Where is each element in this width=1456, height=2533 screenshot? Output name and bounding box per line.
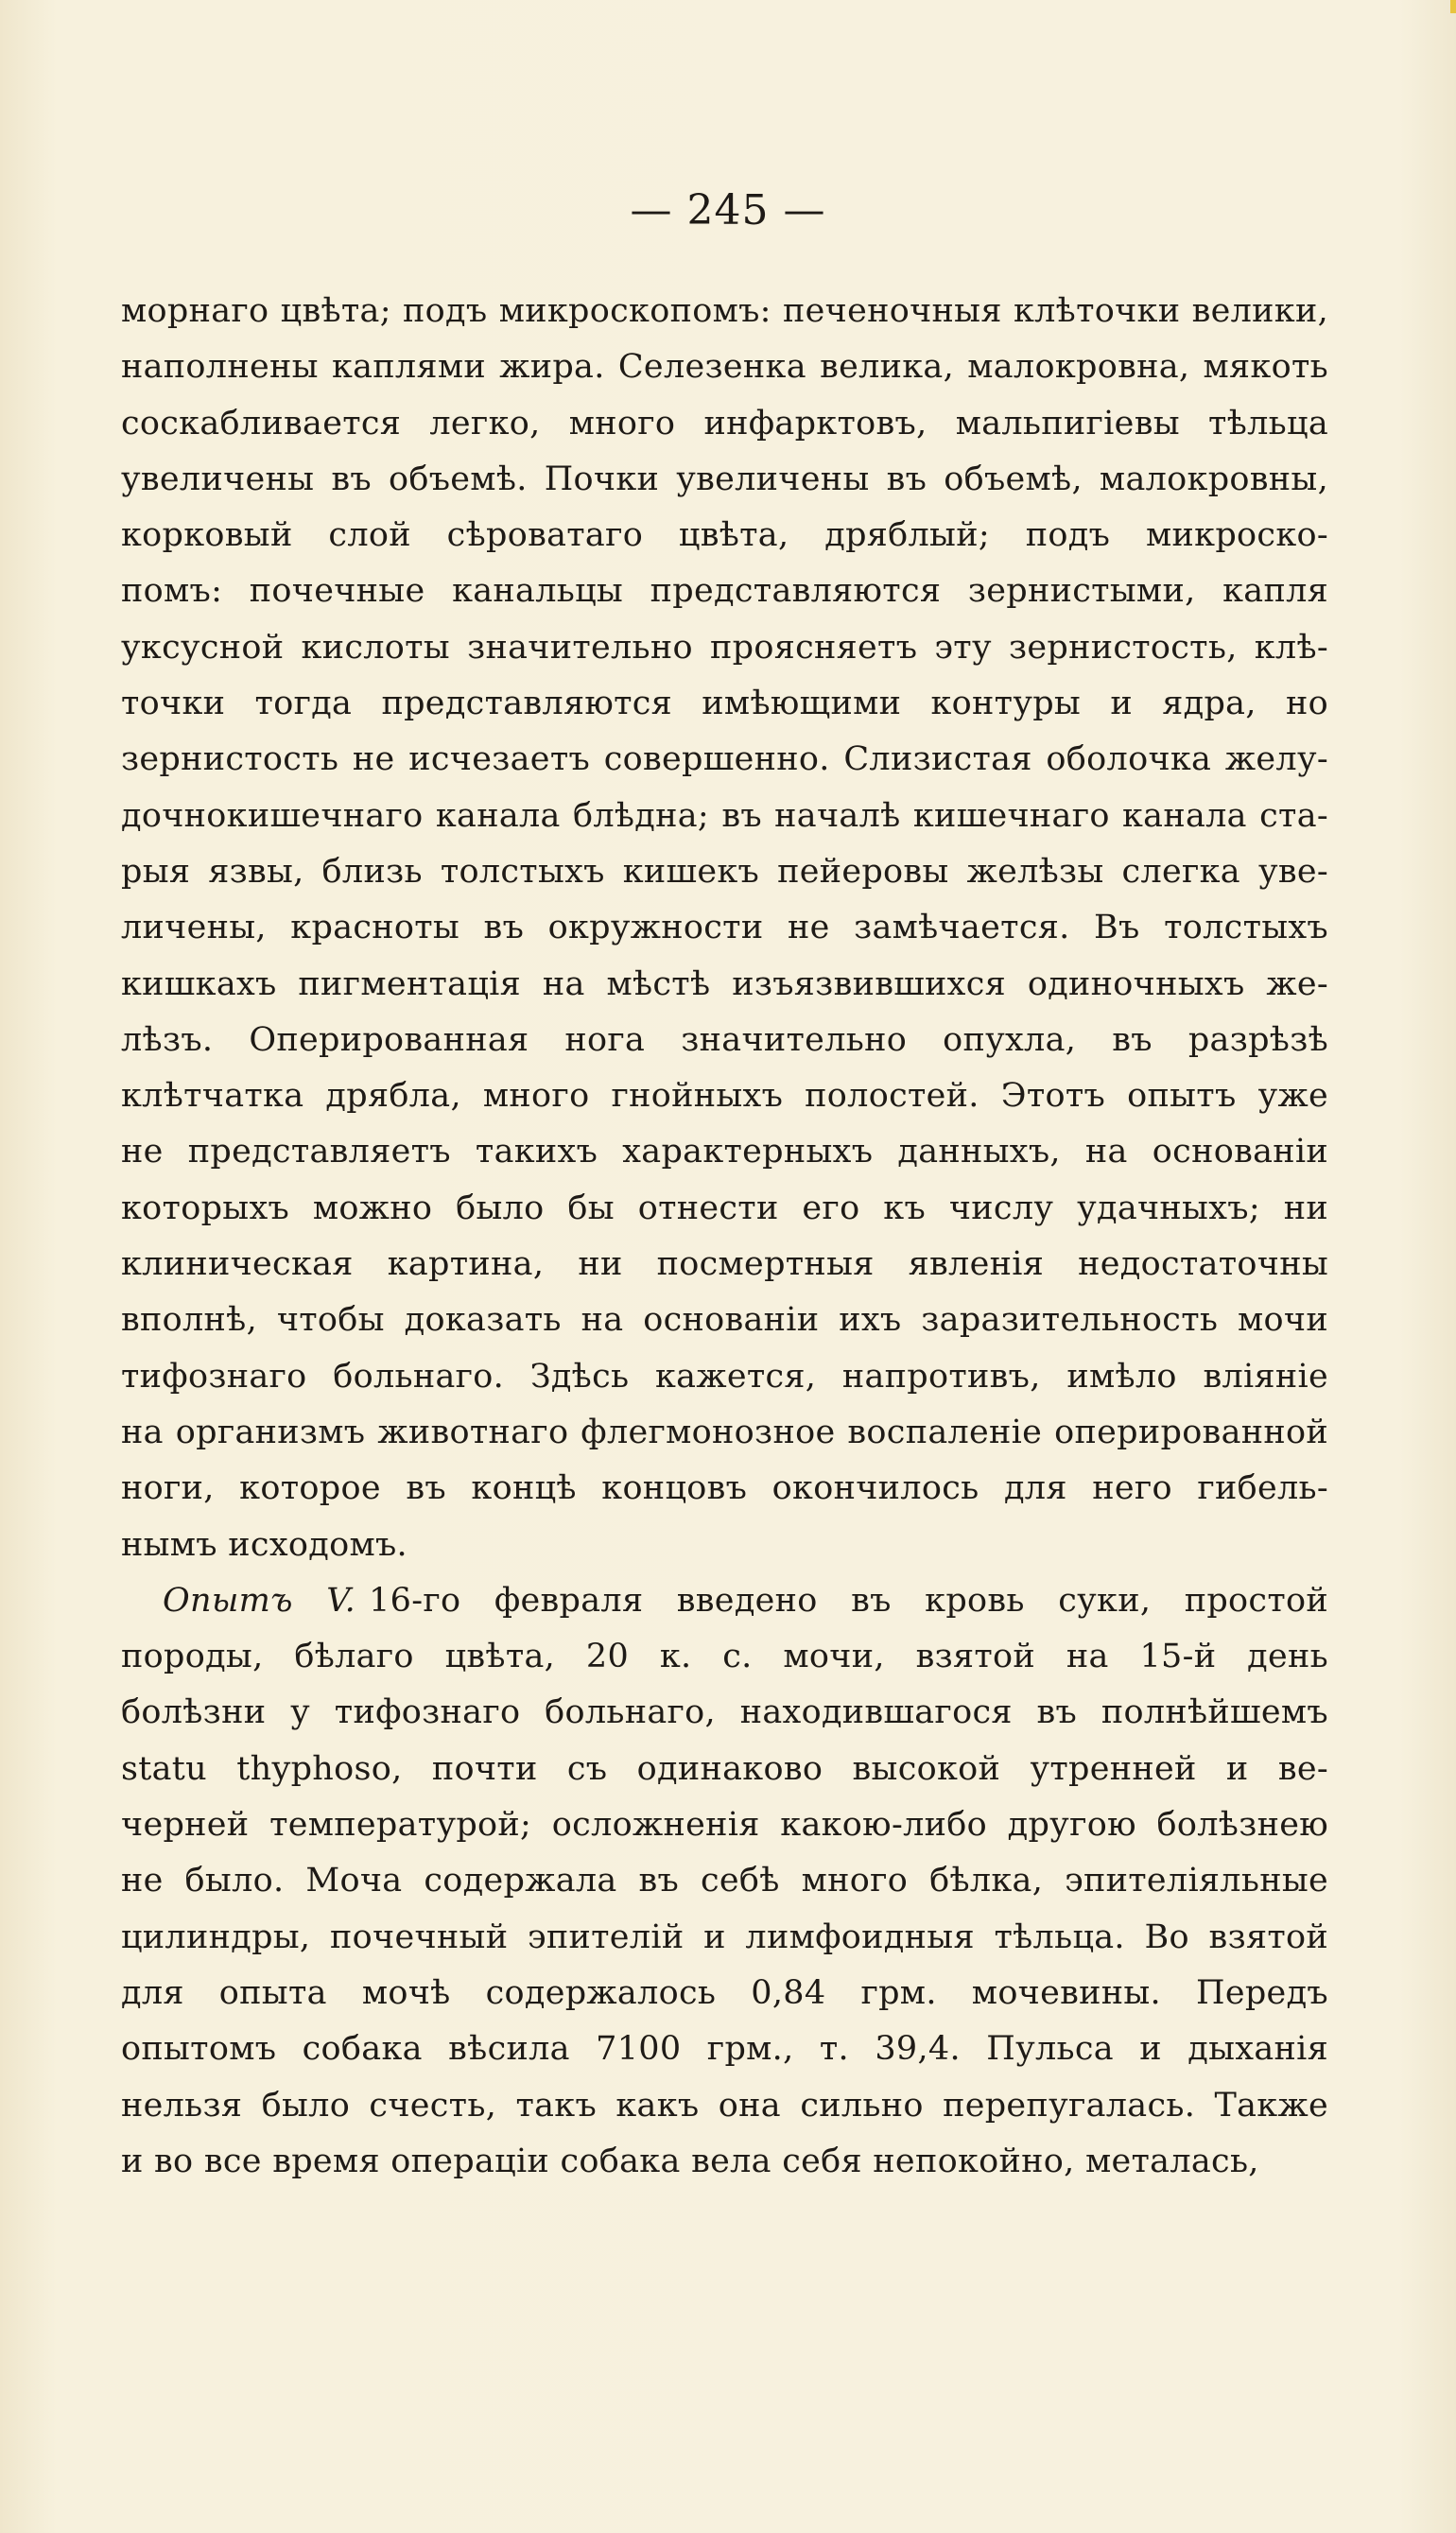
text-line: на организмъ животнаго флегмонозное воспаленіе оперированной <box>121 1413 1328 1451</box>
text-line: ноги, которое въ концѣ концовъ окончилось для него гибель- <box>121 1469 1328 1508</box>
experiment-heading: Опытъ V. <box>163 1581 356 1620</box>
text-line: черней температурой; осложненія какою-либо другою болѣзнею <box>121 1806 1328 1845</box>
text-line: соскабливается легко, много инфарктовъ, мальпигіевы тѣльца <box>121 404 1328 442</box>
text-line: увеличены въ объемѣ. Почки увеличены въ объемѣ, малокровны, <box>121 460 1328 498</box>
text-line: вполнѣ, чтобы доказать на основаніи ихъ заразительность мочи <box>121 1301 1328 1340</box>
text-line: для опыта мочѣ содержалось 0,84 грм. мочевины. Передъ <box>121 1973 1328 2012</box>
text-line: цилиндры, почечный эпителій и лимфоидныя тѣльца. Во взятой <box>121 1917 1328 1956</box>
text-line: личены, красноты въ окружности не замѣчается. Въ толстыхъ <box>121 909 1328 947</box>
text-line: уксусной кислоты значительно проясняетъ эту зернистость, клѣ- <box>121 628 1328 667</box>
text-line <box>121 1573 1328 1629</box>
text-line: нымъ исходомъ. <box>121 1525 407 1564</box>
text-line: которыхъ можно было бы отнести его къ числу удачныхъ; ни <box>121 1188 1328 1227</box>
text-line: корковый слой сѣроватаго цвѣта, дряблый; подъ микроско- <box>121 516 1328 555</box>
text-line: кишкахъ пигментація на мѣстѣ изъязвившихся одиночныхъ же- <box>121 964 1328 1003</box>
text-line: и во все время операціи собака вела себя непокойно, металась, <box>121 2142 1259 2180</box>
paragraph-continued <box>121 284 1328 1573</box>
text-line: морнаго цвѣта; подъ микроскопомъ: печеночныя клѣточки велики, <box>121 292 1328 330</box>
text-line: болѣзни у тифознаго больнаго, находившагося въ полнѣйшемъ <box>121 1693 1328 1732</box>
text-line: дочнокишечнаго канала блѣдна; въ началѣ кишечнаго канала ста- <box>121 796 1328 835</box>
text-line: statu thyphoso, почти съ одинаково высокой утренней и ве- <box>121 1749 1328 1788</box>
text-line: точки тогда представляются имѣющими контуры и ядра, но <box>121 685 1328 723</box>
page-edge-mark <box>1450 0 1456 13</box>
body-text <box>121 284 1328 2190</box>
text-line: клиническая картина, ни посмертныя явленія недостаточны <box>121 1245 1328 1284</box>
page-number: — 245 — <box>630 186 826 234</box>
text-line: зернистость не исчезаетъ совершенно. Слизистая оболочка желу- <box>121 740 1328 779</box>
text-line: рыя язвы, близь толстыхъ кишекъ пейеровы желѣзы слегка уве- <box>121 852 1328 891</box>
text-line: клѣтчатка дрябла, много гнойныхъ полостей. Этотъ опытъ уже <box>121 1077 1328 1116</box>
text-line: не было. Моча содержала въ себѣ много бѣлка, эпителіяльные <box>121 1862 1328 1900</box>
paragraph-experiment-v <box>121 1573 1328 2190</box>
text-line: помъ: почечные канальцы представляются зернистыми, капля <box>121 572 1328 611</box>
text-line: наполнены каплями жира. Селезенка велика, малокровна, мякоть <box>121 348 1328 387</box>
text-line: лѣзъ. Оперированная нога значительно опухла, въ разрѣзѣ <box>121 1020 1328 1059</box>
text-line: не представляетъ такихъ характерныхъ данныхъ, на основаніи <box>121 1133 1328 1171</box>
text-line: породы, бѣлаго цвѣта, 20 к. с. мочи, взятой на 15-й день <box>121 1638 1328 1676</box>
text-line: тифознаго больнаго. Здѣсь кажется, напротивъ, имѣло вліяніе <box>121 1357 1328 1396</box>
text-line-content: 16-го февраля введено въ кровь суки, простой <box>369 1581 1328 1620</box>
text-line: опытомъ собака вѣсила 7100 грм., т. 39,4. Пульса и дыханія <box>121 2030 1328 2069</box>
text-line: нельзя было счесть, такъ какъ она сильно перепугалась. Также <box>121 2086 1328 2125</box>
